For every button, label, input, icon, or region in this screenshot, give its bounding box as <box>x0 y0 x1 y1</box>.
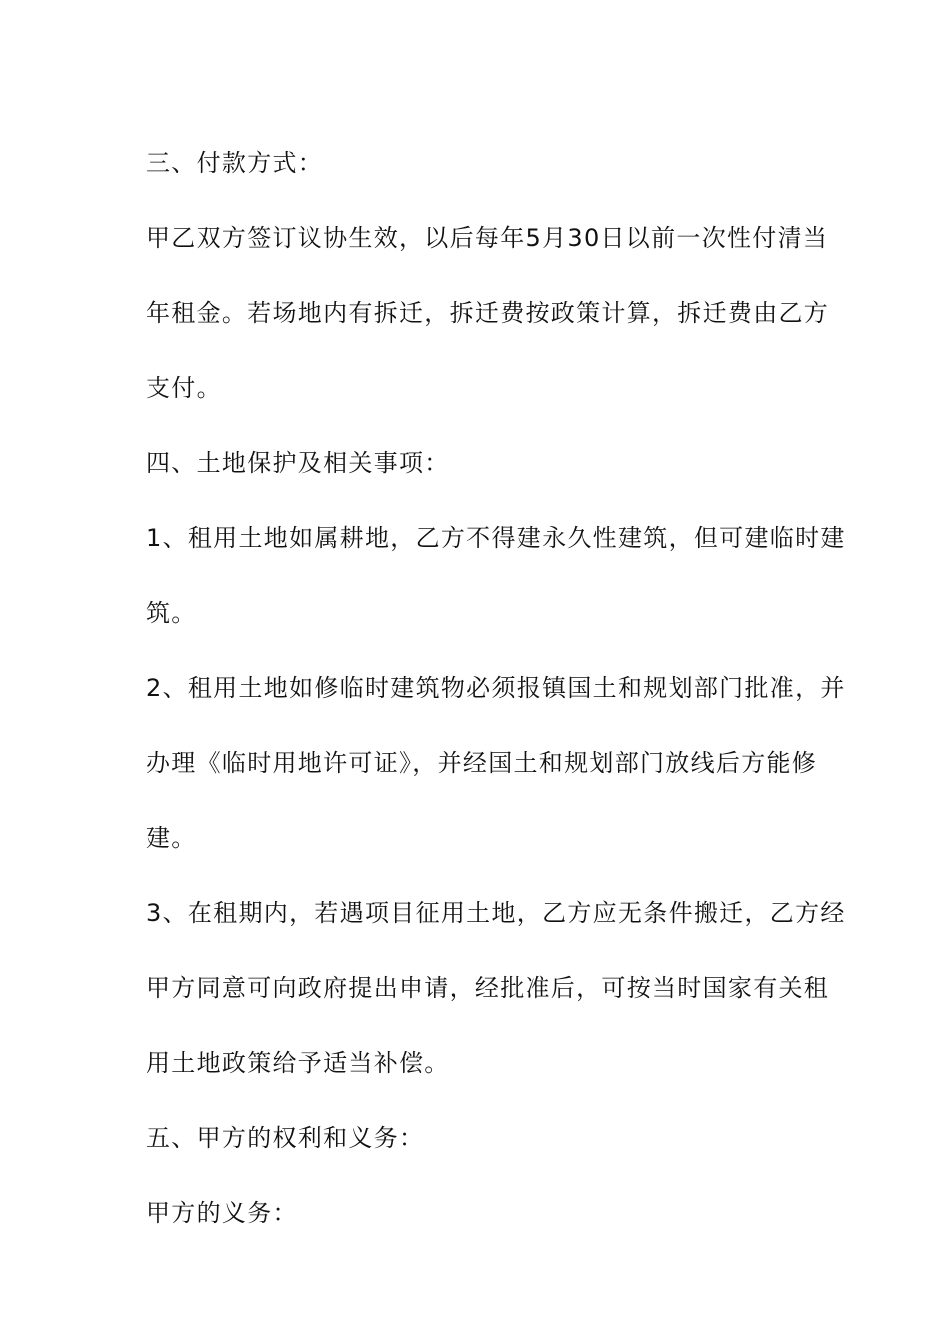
section-heading-land-protection: 四、土地保护及相关事项： <box>146 449 450 477</box>
paragraph-line: 办理《临时用地许可证》，并经国土和规划部门放线后方能修 <box>146 749 818 777</box>
section-heading-payment: 三、付款方式： <box>146 149 324 177</box>
subheading-party-a-obligations: 甲方的义务： <box>146 1199 298 1227</box>
paragraph-line: 甲乙双方签订议协生效，以后每年5月30日以前一次性付清当 <box>146 224 829 252</box>
paragraph-line: 支付。 <box>146 374 222 402</box>
paragraph-line: 1、租用土地如属耕地，乙方不得建永久性建筑，但可建临时建 <box>146 524 846 552</box>
document-body <box>146 126 846 1251</box>
paragraph-line: 筑。 <box>146 599 197 627</box>
paragraph-line: 用土地政策给予适当补偿。 <box>146 1049 450 1077</box>
paragraph-line: 年租金。若场地内有拆迁，拆迁费按政策计算，拆迁费由乙方 <box>146 299 830 327</box>
paragraph-line: 甲方同意可向政府提出申请，经批准后，可按当时国家有关租 <box>146 974 830 1002</box>
paragraph-line: 2、租用土地如修临时建筑物必须报镇国土和规划部门批准，并 <box>146 674 846 702</box>
section-heading-party-a-rights: 五、甲方的权利和义务： <box>146 1124 425 1152</box>
paragraph-line: 建。 <box>146 824 197 852</box>
paragraph-line: 3、在租期内，若遇项目征用土地，乙方应无条件搬迁，乙方经 <box>146 899 846 927</box>
